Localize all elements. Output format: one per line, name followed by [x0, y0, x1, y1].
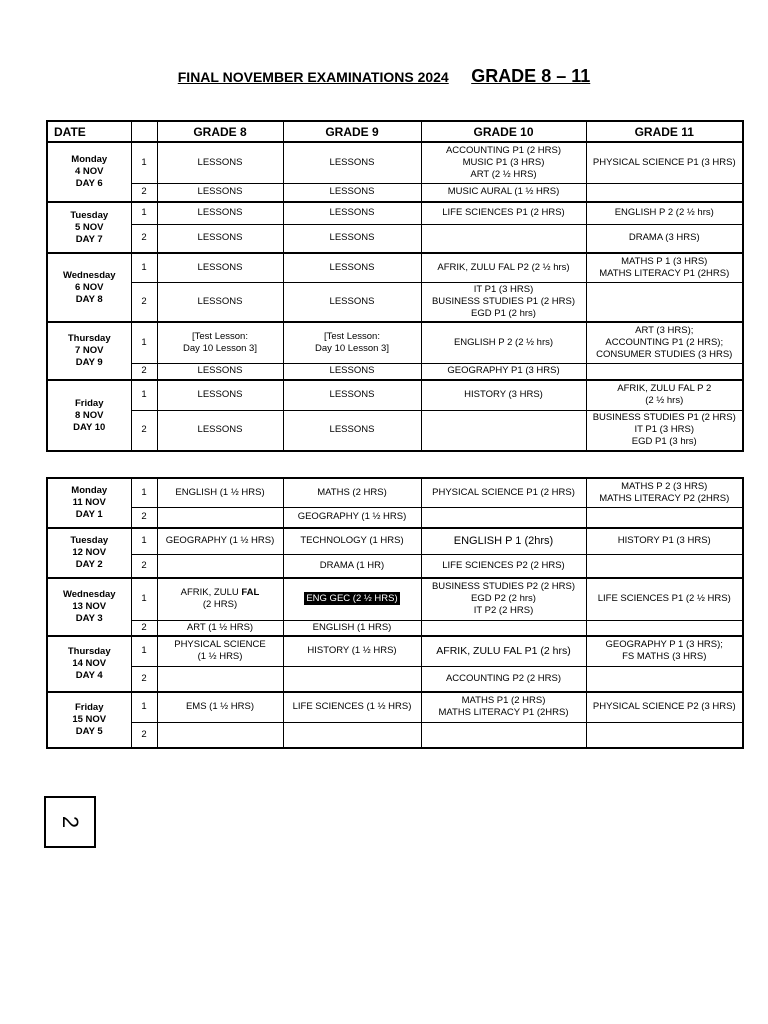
table-row [47, 478, 743, 507]
grade-11-cell: DRAMA (3 HRS) [586, 224, 743, 253]
grade-10-cell [421, 620, 586, 636]
grade-9-cell: LESSONS [283, 142, 421, 183]
exam-entry: (2 ½ hrs) [645, 395, 684, 407]
date: 6 NOV [74, 281, 104, 293]
grade-11-cell [586, 554, 743, 578]
session-number: 2 [131, 722, 157, 748]
exam-entry: AFRIK, ZULU FAL P 2 [617, 383, 712, 395]
grade-9-cell: LESSONS [283, 363, 421, 380]
grade-10-cell [421, 142, 586, 183]
grade-8-cell: LESSONS [157, 380, 283, 410]
column-header-grade-11: GRADE 11 [586, 121, 743, 142]
grade-10-cell [421, 224, 586, 253]
grade-9-cell [283, 722, 421, 748]
grade-8-cell: ENGLISH (1 ½ HRS) [157, 478, 283, 507]
grade-11-cell [586, 636, 743, 666]
cycle-day: DAY 5 [75, 726, 103, 737]
session-number: 2 [131, 666, 157, 692]
exam-entry: BUSINESS STUDIES P2 (2 HRS) [431, 581, 576, 593]
day-block [47, 636, 743, 692]
cycle-day: DAY 3 [75, 613, 103, 624]
table-row [47, 578, 743, 620]
grade-10-cell [421, 282, 586, 322]
table-row [47, 202, 743, 224]
cycle-day: DAY 2 [75, 559, 103, 570]
grade-11-cell [586, 620, 743, 636]
header-row [47, 121, 743, 142]
session-number: 1 [131, 636, 157, 666]
session-number: 2 [131, 363, 157, 380]
table-row [47, 722, 743, 748]
grade-8-cell [157, 507, 283, 528]
date: 11 NOV [72, 497, 106, 508]
grade-10-cell: PHYSICAL SCIENCE P1 (2 HRS) [421, 478, 586, 507]
column-header-session [131, 121, 157, 142]
weekday: Wednesday [62, 589, 116, 600]
grade-9-cell: LESSONS [283, 202, 421, 224]
grade-9-cell: TECHNOLOGY (1 HRS) [283, 528, 421, 554]
session-number: 2 [131, 224, 157, 253]
table-row [47, 636, 743, 666]
grade-11-cell: PHYSICAL SCIENCE P1 (3 HRS) [586, 142, 743, 183]
weekday: Friday [74, 397, 104, 409]
grade-9-cell: MATHS (2 HRS) [283, 478, 421, 507]
exam-entry: IT P2 (2 HRS) [473, 605, 534, 617]
column-header-grade-9: GRADE 9 [283, 121, 421, 142]
grade-10-cell [421, 410, 586, 451]
grade-9-cell: HISTORY (1 ½ HRS) [283, 636, 421, 666]
exam-entry: EGD P1 (3 hrs) [631, 436, 697, 448]
exam-entry [160, 587, 281, 599]
grade-11-cell [586, 722, 743, 748]
grade-8-cell: LESSONS [157, 282, 283, 322]
cycle-day: DAY 4 [75, 670, 103, 681]
grade-10-cell: ENGLISH P 1 (2hrs) [421, 528, 586, 554]
exam-entry: ACCOUNTING P1 (2 HRS); [605, 336, 724, 348]
session-number: 1 [131, 528, 157, 554]
exam-entry: MATHS P 1 (3 HRS) [621, 255, 708, 267]
session-number: 1 [131, 692, 157, 722]
grade-8-cell: LESSONS [157, 410, 283, 451]
grade-8-cell: LESSONS [157, 183, 283, 202]
grade-11-cell [586, 363, 743, 380]
column-header-date: DATE [47, 121, 131, 142]
grade-9-cell [283, 666, 421, 692]
grade-10-cell: LIFE SCIENCES P1 (2 HRS) [421, 202, 586, 224]
test-lesson-label: [Test Lesson: [192, 330, 248, 342]
grade-10-cell [421, 722, 586, 748]
day-block [47, 692, 743, 748]
weekday: Monday [71, 154, 108, 165]
cycle-day: DAY 1 [75, 509, 103, 520]
date: 13 NOV [72, 601, 107, 612]
day-block [47, 578, 743, 636]
grade-9-cell: LESSONS [283, 282, 421, 322]
session-number: 1 [131, 322, 157, 363]
exam-timetable-week-1 [46, 120, 744, 452]
grade-8-cell: LESSONS [157, 202, 283, 224]
grade-8-cell [157, 666, 283, 692]
grade-10-cell: MUSIC AURAL (1 ½ HRS) [421, 183, 586, 202]
grade-8-cell: LESSONS [157, 363, 283, 380]
weekday: Tuesday [70, 535, 109, 546]
exam-entry: BUSINESS STUDIES P1 (2 HRS) [431, 295, 576, 307]
grade-8-cell [157, 722, 283, 748]
session-number: 1 [131, 578, 157, 620]
grade-10-cell [421, 692, 586, 722]
session-number: 2 [131, 554, 157, 578]
subject-name: AFRIK, ZULU [180, 587, 242, 599]
session-number: 1 [131, 253, 157, 282]
grade-11-cell [586, 183, 743, 202]
date: 15 NOV [72, 714, 107, 725]
table-row [47, 142, 743, 183]
exam-entry: EGD P2 (2 hrs) [471, 593, 536, 605]
session-number: 2 [131, 183, 157, 202]
test-lesson-detail: Day 10 Lesson 3] [183, 342, 257, 354]
grade-8-cell [157, 322, 283, 363]
grade-11-cell [586, 478, 743, 507]
cycle-day: DAY 6 [75, 178, 103, 189]
session-number: 1 [131, 142, 157, 183]
day-block [47, 202, 743, 253]
exam-entry: FS MATHS (3 HRS) [622, 651, 707, 663]
exam-entry: IT P1 (3 HRS) [634, 424, 694, 436]
exam-entry: MATHS LITERACY P2 (2HRS) [599, 492, 730, 504]
date-cell [47, 380, 131, 451]
date-cell [47, 636, 131, 692]
grade-10-cell [421, 507, 586, 528]
weekday: Tuesday [70, 209, 109, 221]
table-row [47, 528, 743, 554]
weekday: Thursday [67, 333, 111, 344]
grade-10-cell: ENGLISH P 2 (2 ½ hrs) [421, 322, 586, 363]
grade-9-cell: LESSONS [283, 380, 421, 410]
day-block [47, 478, 743, 528]
exam-entry: IT P1 (3 HRS) [473, 283, 534, 295]
cycle-day: DAY 8 [75, 293, 103, 305]
day-block [47, 142, 743, 202]
date-cell [47, 692, 131, 748]
date: 12 NOV [72, 547, 107, 558]
weekday: Thursday [67, 646, 111, 657]
weekday: Friday [74, 702, 104, 713]
exam-entry: BUSINESS STUDIES P1 (2 HRS) [592, 412, 736, 424]
session-number: 2 [131, 507, 157, 528]
table-row [47, 322, 743, 363]
exam-duration: (2 HRS) [202, 599, 238, 611]
table-row [47, 666, 743, 692]
table-row [47, 363, 743, 380]
table-row [47, 554, 743, 578]
date: 14 NOV [72, 658, 107, 669]
session-number: 1 [131, 202, 157, 224]
exam-entry: ART (3 HRS); [635, 324, 694, 336]
session-number: 1 [131, 380, 157, 410]
grade-11-cell [586, 410, 743, 451]
page-number-box [44, 796, 96, 848]
grade-9-cell: LESSONS [283, 410, 421, 451]
date-cell [47, 528, 131, 578]
exam-entry: MATHS LITERACY P1 (2HRS) [438, 707, 569, 719]
date-cell [47, 578, 131, 636]
grade-8-cell [157, 554, 283, 578]
grade-9-cell: LESSONS [283, 253, 421, 282]
cycle-day: DAY 10 [73, 421, 106, 433]
grade-8-cell: LESSONS [157, 253, 283, 282]
weekday: Monday [71, 485, 108, 496]
session-number: 2 [131, 282, 157, 322]
table-row [47, 380, 743, 410]
grade-9-cell: LIFE SCIENCES (1 ½ HRS) [283, 692, 421, 722]
grade-11-cell: LIFE SCIENCES P1 (2 ½ HRS) [586, 578, 743, 620]
grade-11-cell [586, 253, 743, 282]
grade-9-cell [283, 578, 421, 620]
grade-9-cell: LESSONS [283, 183, 421, 202]
session-number: 2 [131, 620, 157, 636]
exam-entry: GEOGRAPHY P 1 (3 HRS); [605, 639, 723, 651]
date-cell [47, 253, 131, 322]
exam-entry: ART (2 ½ HRS) [470, 168, 537, 180]
column-header-grade-8: GRADE 8 [157, 121, 283, 142]
grade-8-cell: ART (1 ½ HRS) [157, 620, 283, 636]
table-row [47, 410, 743, 451]
grade-10-cell: AFRIK, ZULU FAL P2 (2 ½ hrs) [421, 253, 586, 282]
day-block [47, 322, 743, 380]
exam-entry: MATHS P1 (2 HRS) [461, 695, 546, 707]
grade-11-cell [586, 322, 743, 363]
table-row [47, 620, 743, 636]
grade-11-cell [586, 380, 743, 410]
date: 7 NOV [74, 345, 104, 356]
grade-11-cell [586, 666, 743, 692]
grade-8-cell: EMS (1 ½ HRS) [157, 692, 283, 722]
grade-range-title: GRADE 8 – 11 [471, 66, 591, 86]
exam-timetable-week-2 [46, 477, 744, 749]
grade-8-cell: LESSONS [157, 224, 283, 253]
grade-10-cell [421, 578, 586, 620]
table-row [47, 282, 743, 322]
cycle-day: DAY 9 [75, 357, 103, 368]
session-number: 1 [131, 478, 157, 507]
grade-10-cell: GEOGRAPHY P1 (3 HRS) [421, 363, 586, 380]
grade-8-cell: LESSONS [157, 142, 283, 183]
grade-11-cell: PHYSICAL SCIENCE P2 (3 HRS) [586, 692, 743, 722]
exam-entry: CONSUMER STUDIES (3 HRS) [596, 348, 733, 360]
highlighted-exam-entry: ENG GEC (2 ½ HRS) [306, 593, 398, 605]
grade-8-cell: GEOGRAPHY (1 ½ HRS) [157, 528, 283, 554]
day-block [47, 528, 743, 578]
exam-entry: MATHS LITERACY P1 (2HRS) [599, 267, 730, 279]
page-number: 2 [58, 815, 83, 829]
cycle-day: DAY 7 [75, 233, 103, 245]
exam-entry: MATHS P 2 (3 HRS) [621, 480, 708, 492]
grade-11-cell: ENGLISH P 2 (2 ½ hrs) [586, 202, 743, 224]
grade-11-cell [586, 507, 743, 528]
grade-11-cell: HISTORY P1 (3 HRS) [586, 528, 743, 554]
table-row [47, 183, 743, 202]
exam-entry: ACCOUNTING P1 (2 HRS) [445, 144, 562, 156]
grade-9-cell [283, 322, 421, 363]
column-header-grade-10: GRADE 10 [421, 121, 586, 142]
exam-entry: MUSIC P1 (3 HRS) [462, 156, 545, 168]
subject-level: FAL [241, 587, 260, 599]
session-number: 2 [131, 410, 157, 451]
date-cell [47, 478, 131, 528]
table-row [47, 224, 743, 253]
grade-10-cell: ACCOUNTING P2 (2 HRS) [421, 666, 586, 692]
day-block [47, 380, 743, 451]
date: 5 NOV [74, 221, 104, 233]
grade-8-cell [157, 636, 283, 666]
grade-11-cell [586, 282, 743, 322]
grade-10-cell: LIFE SCIENCES P2 (2 HRS) [421, 554, 586, 578]
table-row [47, 253, 743, 282]
exam-entry: EGD P1 (2 hrs) [471, 307, 536, 319]
date-cell [47, 322, 131, 380]
exam-entry: PHYSICAL SCIENCE [174, 639, 266, 651]
date-cell [47, 202, 131, 253]
table-row [47, 507, 743, 528]
exam-duration: (1 ½ HRS) [197, 651, 243, 663]
grade-9-cell: DRAMA (1 HR) [283, 554, 421, 578]
page-header [0, 66, 768, 87]
grade-9-cell: LESSONS [283, 224, 421, 253]
test-lesson-label: [Test Lesson: [324, 330, 380, 342]
grade-9-cell: GEOGRAPHY (1 ½ HRS) [283, 507, 421, 528]
date: 8 NOV [74, 409, 104, 421]
grade-8-cell [157, 578, 283, 620]
grade-10-cell: HISTORY (3 HRS) [421, 380, 586, 410]
table-row [47, 692, 743, 722]
grade-10-cell: AFRIK, ZULU FAL P1 (2 hrs) [421, 636, 586, 666]
exam-title: FINAL NOVEMBER EXAMINATIONS 2024 [177, 69, 449, 85]
weekday: Wednesday [62, 269, 116, 281]
date: 4 NOV [74, 166, 104, 177]
date-cell [47, 142, 131, 202]
grade-9-cell: ENGLISH (1 HRS) [283, 620, 421, 636]
test-lesson-detail: Day 10 Lesson 3] [315, 342, 389, 354]
day-block [47, 253, 743, 322]
